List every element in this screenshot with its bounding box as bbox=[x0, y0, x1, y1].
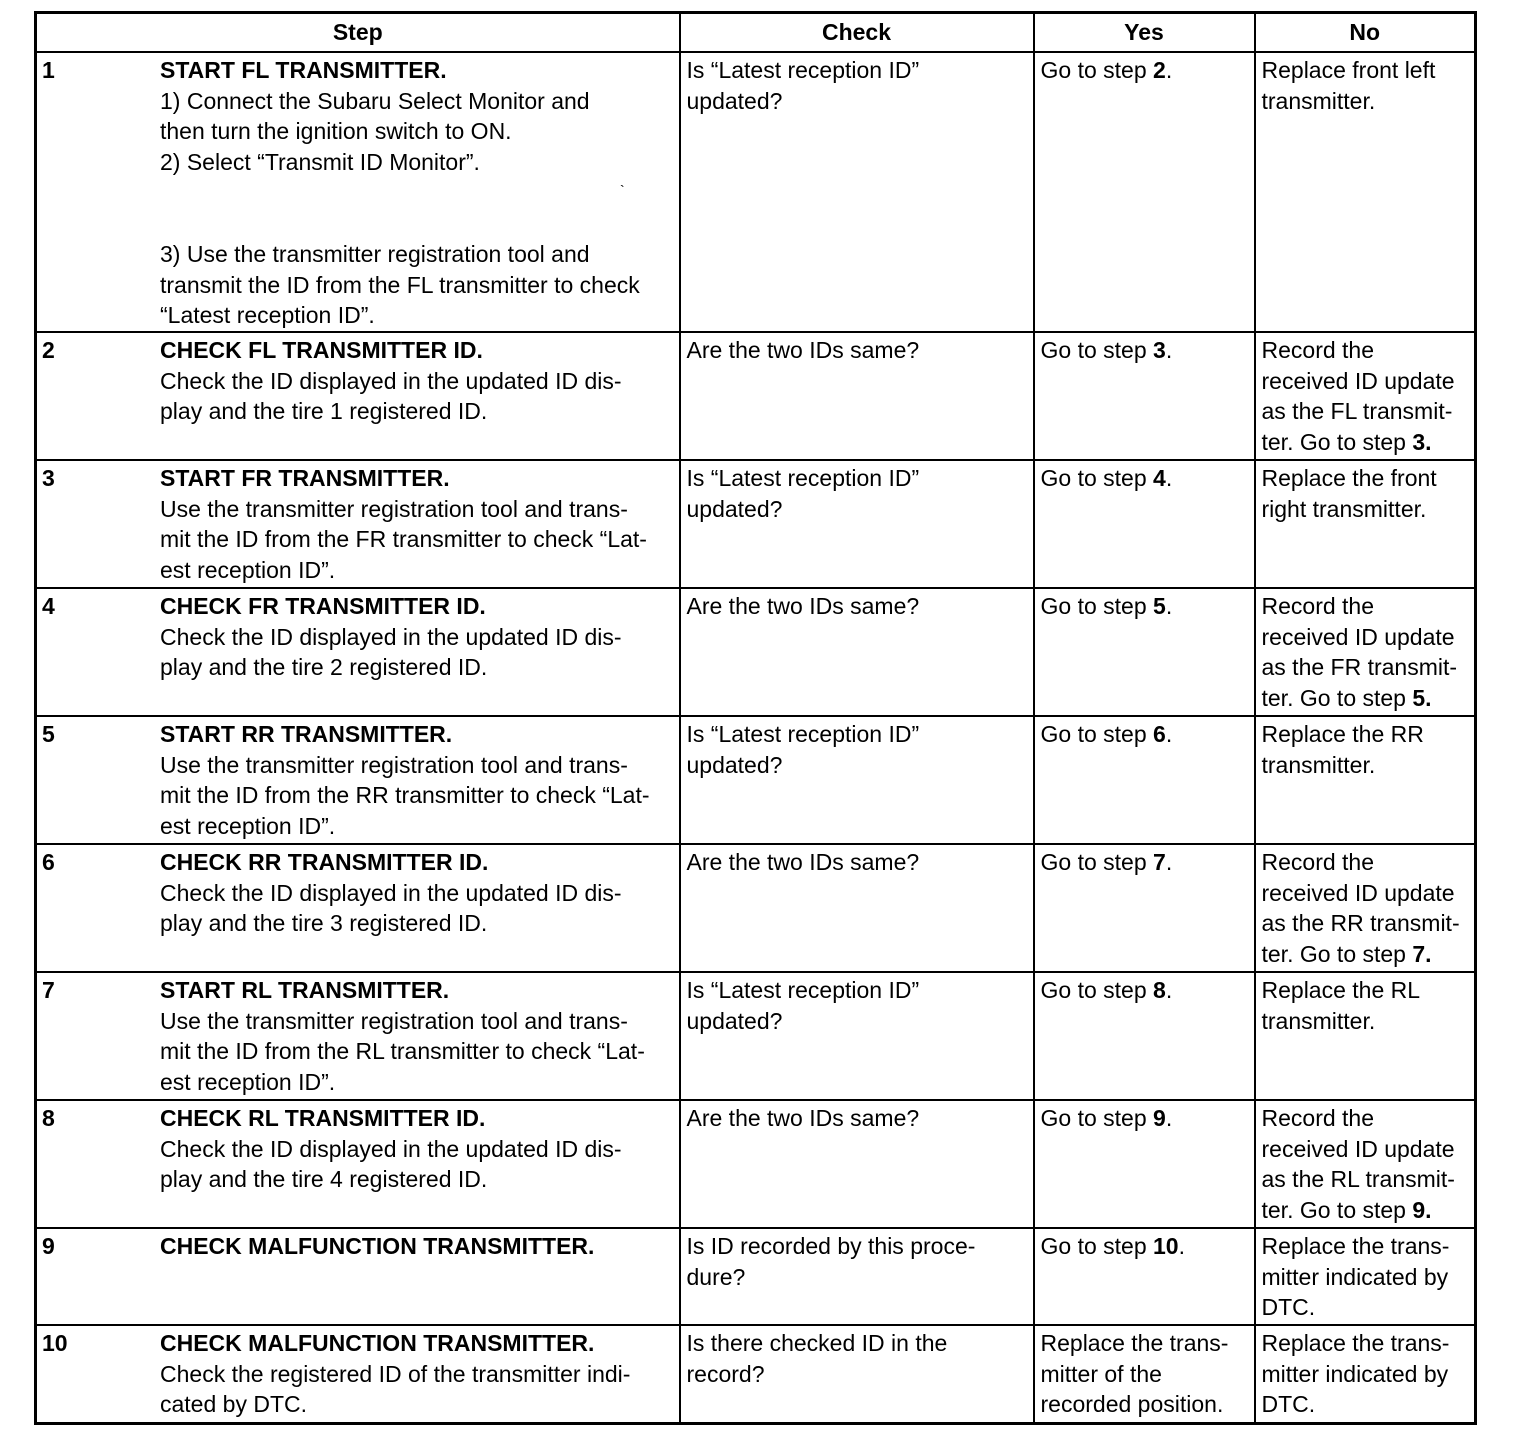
step-body bbox=[160, 1103, 674, 1195]
step-instruction-line: play and the tire 1 registered ID. bbox=[160, 398, 488, 424]
step-instruction-line: Use the transmitter registration tool and trans- bbox=[160, 751, 628, 778]
step-instruction-line: Check the ID displayed in the updated ID dis- bbox=[160, 879, 622, 906]
no-cell bbox=[1255, 52, 1476, 332]
step-body bbox=[160, 1328, 674, 1420]
check-line: Is “Latest reception ID” bbox=[686, 977, 920, 1003]
check-line: Is “Latest reception ID” bbox=[686, 57, 920, 83]
step-number: 2 bbox=[42, 337, 55, 363]
yes-cell bbox=[1034, 1100, 1255, 1228]
yes-line bbox=[1041, 719, 1249, 750]
header-check: Check bbox=[680, 13, 1034, 53]
step-instruction-line: est reception ID”. bbox=[160, 556, 336, 583]
step-number: 5 bbox=[42, 721, 55, 747]
table-row bbox=[36, 588, 1476, 716]
yes-step-ref: 6 bbox=[1153, 721, 1166, 747]
step-instruction-line: est reception ID”. bbox=[160, 1068, 336, 1095]
check-line: Are the two IDs same? bbox=[686, 849, 920, 875]
no-line: as the RL transmit- bbox=[1261, 1166, 1455, 1192]
step-title: START FR TRANSMITTER. bbox=[160, 465, 450, 491]
yes-text: Go to step bbox=[1040, 57, 1154, 83]
header-no: No bbox=[1255, 13, 1476, 53]
yes-text: Go to step bbox=[1040, 593, 1154, 619]
step-body bbox=[160, 975, 674, 1097]
yes-cell bbox=[1034, 844, 1255, 972]
step-instruction-line: Use the transmitter registration tool and trans- bbox=[160, 1007, 628, 1034]
check-line: dure? bbox=[686, 1263, 746, 1290]
step-instruction-line: 3) Use the transmitter registration tool and bbox=[160, 241, 590, 267]
header-row bbox=[36, 13, 1476, 53]
step-instruction-line: Check the ID displayed in the updated ID dis- bbox=[160, 1135, 622, 1162]
step-body bbox=[160, 719, 674, 841]
step-number: 8 bbox=[42, 1105, 55, 1131]
step-instruction-line: play and the tire 4 registered ID. bbox=[160, 1166, 488, 1192]
no-step-ref: 7. bbox=[1412, 940, 1432, 967]
no-line: Record the bbox=[1261, 1105, 1375, 1131]
step-cell bbox=[36, 972, 680, 1100]
stray-mark-glyph: ` bbox=[620, 182, 625, 198]
check-cell bbox=[680, 52, 1034, 332]
yes-text: Go to step bbox=[1040, 337, 1154, 363]
step-instruction-line: mit the ID from the RR transmitter to check “Lat- bbox=[160, 782, 650, 808]
check-line: Is “Latest reception ID” bbox=[686, 721, 920, 747]
step-cell bbox=[36, 332, 680, 460]
table-row bbox=[36, 460, 1476, 588]
no-cell bbox=[1255, 1325, 1476, 1424]
yes-text-end: . bbox=[1165, 337, 1173, 363]
no-cell bbox=[1255, 716, 1476, 844]
yes-line bbox=[1041, 975, 1249, 1006]
table-row bbox=[36, 972, 1476, 1100]
yes-line bbox=[1041, 847, 1249, 878]
step-instruction-line: transmit the ID from the FL transmitter to check bbox=[160, 271, 640, 298]
step-instruction-line: mit the ID from the RL transmitter to check “Lat- bbox=[160, 1038, 645, 1064]
yes-text: Go to step bbox=[1040, 721, 1154, 747]
yes-step-ref: 8 bbox=[1153, 977, 1166, 1003]
yes-cell bbox=[1034, 332, 1255, 460]
no-text: ter. Go to step bbox=[1261, 428, 1413, 455]
no-line bbox=[1262, 939, 1470, 970]
table-row bbox=[36, 1325, 1476, 1424]
no-line: as the FR transmit- bbox=[1261, 654, 1458, 680]
no-line: Replace front left bbox=[1261, 57, 1436, 83]
step-body bbox=[160, 591, 674, 683]
check-cell bbox=[680, 1228, 1034, 1325]
step-title: CHECK MALFUNCTION TRANSMITTER. bbox=[160, 1330, 595, 1356]
step-cell bbox=[36, 844, 680, 972]
yes-text: Go to step bbox=[1040, 849, 1154, 875]
yes-line: mitter of the bbox=[1040, 1360, 1162, 1387]
no-cell bbox=[1255, 1228, 1476, 1325]
step-number: 3 bbox=[42, 465, 55, 491]
step-instruction-line: Check the ID displayed in the updated ID dis- bbox=[160, 623, 622, 650]
yes-cell bbox=[1034, 588, 1255, 716]
no-line: Replace the front bbox=[1261, 465, 1437, 491]
no-cell bbox=[1255, 588, 1476, 716]
check-cell bbox=[680, 1325, 1034, 1424]
yes-cell bbox=[1034, 460, 1255, 588]
step-instruction-line: then turn the ignition switch to ON. bbox=[160, 118, 512, 144]
yes-line bbox=[1041, 463, 1249, 494]
yes-step-ref: 7 bbox=[1153, 849, 1166, 875]
no-cell bbox=[1255, 332, 1476, 460]
yes-line bbox=[1041, 1231, 1249, 1262]
no-text: ter. Go to step bbox=[1261, 684, 1413, 711]
step-cell bbox=[36, 1228, 680, 1325]
check-cell bbox=[680, 972, 1034, 1100]
no-line: mitter indicated by bbox=[1261, 1360, 1449, 1387]
check-line: updated? bbox=[686, 495, 783, 522]
table-row bbox=[36, 716, 1476, 844]
step-number: 6 bbox=[42, 849, 55, 875]
table-row bbox=[36, 332, 1476, 460]
step-cell bbox=[36, 1325, 680, 1424]
yes-cell bbox=[1034, 1228, 1255, 1325]
yes-text-end: . bbox=[1165, 977, 1173, 1003]
header-step: Step bbox=[36, 13, 680, 53]
step-title: CHECK MALFUNCTION TRANSMITTER. bbox=[160, 1233, 595, 1259]
no-line: DTC. bbox=[1261, 1391, 1316, 1417]
step-number: 1 bbox=[42, 57, 55, 83]
no-line: Replace the RR bbox=[1261, 721, 1424, 747]
no-line: received ID update bbox=[1261, 623, 1455, 650]
no-line: DTC. bbox=[1261, 1294, 1316, 1320]
step-number: 4 bbox=[42, 593, 55, 619]
yes-text-end: . bbox=[1178, 1233, 1185, 1259]
check-cell bbox=[680, 716, 1034, 844]
yes-step-ref: 4 bbox=[1153, 465, 1166, 491]
step-cell bbox=[36, 1100, 680, 1228]
check-line: Are the two IDs same? bbox=[686, 593, 920, 619]
no-text: ter. Go to step bbox=[1261, 1196, 1413, 1223]
check-line: Is there checked ID in the bbox=[686, 1330, 948, 1356]
yes-line bbox=[1041, 1103, 1249, 1134]
yes-line: Replace the trans- bbox=[1040, 1330, 1229, 1356]
yes-cell bbox=[1034, 52, 1255, 332]
no-line: Replace the RL bbox=[1261, 977, 1421, 1003]
no-cell bbox=[1255, 1100, 1476, 1228]
no-line: transmitter. bbox=[1261, 87, 1376, 114]
yes-line: recorded position. bbox=[1040, 1391, 1224, 1417]
yes-step-ref: 3 bbox=[1153, 337, 1166, 363]
no-line bbox=[1262, 427, 1470, 458]
table-body bbox=[36, 52, 1476, 1424]
no-step-ref: 3. bbox=[1412, 428, 1432, 455]
yes-line bbox=[1041, 335, 1249, 366]
no-line: Replace the trans- bbox=[1261, 1233, 1450, 1259]
table-row bbox=[36, 1100, 1476, 1228]
table-row bbox=[36, 1228, 1476, 1325]
no-line: Record the bbox=[1261, 593, 1375, 619]
check-cell bbox=[680, 460, 1034, 588]
step-title: CHECK FL TRANSMITTER ID. bbox=[160, 337, 483, 363]
no-step-ref: 5. bbox=[1412, 684, 1432, 711]
no-text: ter. Go to step bbox=[1261, 940, 1413, 967]
step-cell bbox=[36, 716, 680, 844]
yes-step-ref: 9 bbox=[1153, 1105, 1166, 1131]
yes-text-end: . bbox=[1165, 465, 1173, 491]
step-cell bbox=[36, 588, 680, 716]
step-number: 7 bbox=[42, 977, 55, 1003]
stray-mark bbox=[160, 177, 674, 239]
check-line: Are the two IDs same? bbox=[686, 1105, 920, 1131]
no-line: Record the bbox=[1261, 849, 1375, 875]
step-body bbox=[160, 55, 674, 331]
check-line: Is ID recorded by this proce- bbox=[686, 1233, 976, 1259]
yes-cell bbox=[1034, 972, 1255, 1100]
yes-step-ref: 5 bbox=[1153, 593, 1166, 619]
step-instruction-line: 2) Select “Transmit ID Monitor”. bbox=[160, 148, 480, 175]
no-line: as the FL transmit- bbox=[1261, 398, 1453, 424]
no-line bbox=[1262, 1195, 1470, 1226]
no-line: received ID update bbox=[1261, 879, 1455, 906]
step-instruction-line: Check the registered ID of the transmitter indi- bbox=[160, 1360, 631, 1387]
yes-cell bbox=[1034, 716, 1255, 844]
yes-text: Go to step bbox=[1040, 1105, 1154, 1131]
step-title: CHECK RL TRANSMITTER ID. bbox=[160, 1105, 486, 1131]
yes-cell bbox=[1034, 1325, 1255, 1424]
step-title: CHECK FR TRANSMITTER ID. bbox=[160, 593, 486, 619]
step-title: CHECK RR TRANSMITTER ID. bbox=[160, 849, 489, 875]
step-instruction-line: play and the tire 3 registered ID. bbox=[160, 910, 488, 936]
yes-line bbox=[1041, 591, 1249, 622]
step-title: START RL TRANSMITTER. bbox=[160, 977, 450, 1003]
yes-text: Go to step bbox=[1040, 465, 1154, 491]
yes-text: Go to step bbox=[1040, 1233, 1154, 1259]
no-line: received ID update bbox=[1261, 1135, 1455, 1162]
yes-text-end: . bbox=[1165, 593, 1173, 619]
step-number: 9 bbox=[42, 1233, 55, 1259]
check-line: updated? bbox=[686, 751, 783, 778]
step-instruction-line: Check the ID displayed in the updated ID dis- bbox=[160, 367, 622, 394]
step-title: START RR TRANSMITTER. bbox=[160, 721, 453, 747]
no-line: mitter indicated by bbox=[1261, 1263, 1449, 1290]
no-line: as the RR transmit- bbox=[1261, 910, 1460, 936]
yes-text-end: . bbox=[1165, 721, 1173, 747]
no-line: Replace the trans- bbox=[1261, 1330, 1450, 1356]
step-instruction-line: play and the tire 2 registered ID. bbox=[160, 654, 488, 680]
no-cell bbox=[1255, 972, 1476, 1100]
step-instruction-line: Use the transmitter registration tool and trans- bbox=[160, 495, 628, 522]
step-instruction-line: cated by DTC. bbox=[160, 1391, 307, 1417]
step-title: START FL TRANSMITTER. bbox=[160, 57, 447, 83]
check-line: Is “Latest reception ID” bbox=[686, 465, 920, 491]
no-cell bbox=[1255, 844, 1476, 972]
check-line: updated? bbox=[686, 87, 783, 114]
diagnostic-table bbox=[34, 11, 1477, 1425]
table-row bbox=[36, 844, 1476, 972]
yes-text-end: . bbox=[1165, 1105, 1173, 1131]
no-line: transmitter. bbox=[1261, 751, 1376, 778]
step-instruction-line: “Latest reception ID”. bbox=[160, 302, 375, 328]
step-body bbox=[160, 335, 674, 427]
check-line: record? bbox=[686, 1360, 765, 1387]
step-body bbox=[160, 1231, 674, 1262]
step-instruction-line: 1) Connect the Subaru Select Monitor and bbox=[160, 87, 590, 114]
no-step-ref: 9. bbox=[1412, 1196, 1432, 1223]
check-line: Are the two IDs same? bbox=[686, 337, 920, 363]
step-body bbox=[160, 463, 674, 585]
yes-line bbox=[1041, 55, 1249, 86]
no-line: right transmitter. bbox=[1261, 495, 1427, 522]
yes-text: Go to step bbox=[1040, 977, 1154, 1003]
yes-step-ref: 2 bbox=[1153, 57, 1166, 83]
check-cell bbox=[680, 1100, 1034, 1228]
no-line: Record the bbox=[1261, 337, 1375, 363]
no-line: transmitter. bbox=[1261, 1007, 1376, 1034]
step-number: 10 bbox=[42, 1330, 68, 1356]
no-line: received ID update bbox=[1261, 367, 1455, 394]
no-cell bbox=[1255, 460, 1476, 588]
step-cell bbox=[36, 460, 680, 588]
step-instruction-line: est reception ID”. bbox=[160, 812, 336, 839]
step-instruction-line: mit the ID from the FR transmitter to check “Lat- bbox=[160, 526, 647, 552]
check-cell bbox=[680, 588, 1034, 716]
no-line bbox=[1262, 683, 1470, 714]
step-body bbox=[160, 847, 674, 939]
yes-step-ref: 10 bbox=[1153, 1233, 1179, 1259]
check-cell bbox=[680, 332, 1034, 460]
table-row bbox=[36, 52, 1476, 332]
yes-text-end: . bbox=[1165, 849, 1173, 875]
step-cell bbox=[36, 52, 680, 332]
yes-text-end: . bbox=[1165, 57, 1173, 83]
header-yes: Yes bbox=[1034, 13, 1255, 53]
check-line: updated? bbox=[686, 1007, 783, 1034]
check-cell bbox=[680, 844, 1034, 972]
